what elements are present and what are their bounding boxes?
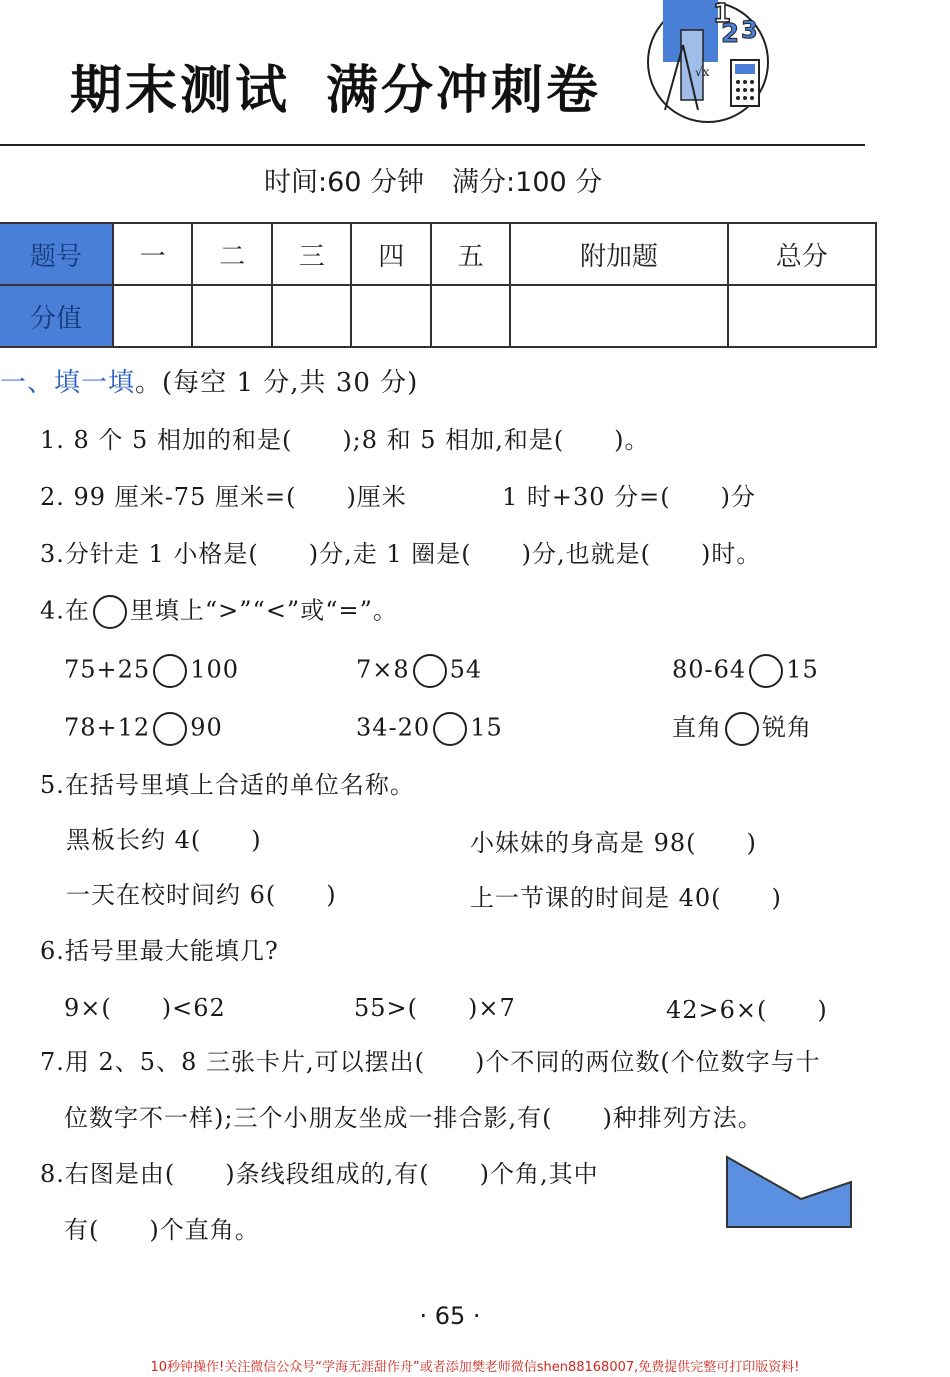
svg-text:1: 1 [713,0,732,29]
exam-time: 时间:60 分钟 [264,167,425,198]
question-6: 6.括号里最大能填几? [40,937,279,965]
compare-item [672,654,819,688]
compare-item [64,654,239,688]
compare-left: 80-64 [672,655,747,684]
question-1: 1. 8 个 5 相加的和是( );8 和 5 相加,和是( )。 [40,426,650,454]
question-4-suffix: 里填上“>”“<”或“=”。 [129,596,398,625]
score-cell [272,285,351,347]
unit-item: 一天在校时间约 6( ) [66,881,337,909]
unit-item: 小妹妹的身高是 98( ) [470,829,757,857]
question-7-line1: 7.用 2、5、8 三张卡片,可以摆出( )个不同的两位数(个位数字与十 [40,1048,821,1076]
row-label-score: 分值 [0,285,113,347]
question-2b: 1 时+30 分=( )分 [502,483,757,511]
compare-item [64,712,223,746]
score-table [0,222,877,348]
circle-blank-icon[interactable] [725,712,759,746]
col-1: 一 [113,223,192,285]
col-4: 四 [351,223,430,285]
question-7-line2: 位数字不一样);三个小朋友坐成一排合影,有( )种排列方法。 [64,1104,763,1132]
score-cell [510,285,727,347]
compare-item [356,712,503,746]
score-cell [431,285,510,347]
section-heading [0,368,418,399]
compare-right: 15 [470,713,503,742]
compare-left: 75+25 [64,655,151,684]
circle-blank-icon[interactable] [153,712,187,746]
col-3: 三 [272,223,351,285]
score-table-header-row [0,223,876,285]
compare-right: 15 [786,655,819,684]
question-8-line2: 有( )个直角。 [64,1216,260,1244]
question-2a: 2. 99 厘米-75 厘米=( )厘米 [40,483,407,511]
score-table-value-row [0,285,876,347]
score-cell [351,285,430,347]
row-label-question-number: 题号 [0,223,113,285]
max-fill-item: 9×( )<62 [64,994,226,1022]
compare-right: 90 [190,713,223,742]
unit-item: 黑板长约 4( ) [66,826,262,854]
footer-notice: 10秒钟操作!关注微信公众号“学海无涯甜作舟”或者添加樊老师微信shen88168007,免费提供完整可打印版资料! [150,1360,800,1375]
svg-text:3: 3 [741,16,758,44]
question-8-line1: 8.右图是由( )条线段组成的,有( )个角,其中 [40,1160,599,1188]
unit-item: 上一节课的时间是 40( ) [470,884,782,912]
circle-blank-icon[interactable] [413,654,447,688]
compare-left: 直角 [672,713,722,742]
question-4-prefix: 4.在 [40,596,90,625]
page-number: · 65 · [419,1302,481,1330]
math-logo-icon [643,0,773,134]
title-part2: 满分冲刺卷 [326,61,602,121]
col-2: 二 [192,223,271,285]
title-divider [0,144,865,146]
question-4 [40,595,398,629]
compare-right: 锐角 [762,713,812,742]
compare-left: 7×8 [356,655,410,684]
svg-text:√x: √x [695,65,710,79]
score-cell [728,285,876,347]
exam-info [264,160,602,199]
compare-left: 78+12 [64,713,151,742]
max-fill-item: 42>6×( ) [666,996,828,1024]
title-part1: 期末测试 [70,61,291,121]
compare-item [356,654,482,688]
svg-text:2: 2 [721,19,740,49]
score-cell [192,285,271,347]
compare-right: 100 [190,655,239,684]
compare-left: 34-20 [356,713,431,742]
section-name: 填一填 [54,368,136,398]
exam-full-score: 满分:100 分 [452,167,603,198]
polygon-figure [724,1154,854,1234]
compare-right: 54 [449,655,483,684]
circle-blank-icon[interactable] [749,654,783,688]
col-bonus: 附加题 [510,223,727,285]
compare-item [672,712,812,746]
section-note: 。(每空 1 分,共 30 分) [135,368,419,398]
circle-blank-icon [93,595,127,629]
score-cell [113,285,192,347]
max-fill-item: 55>( )×7 [354,994,516,1022]
question-5: 5.在括号里填上合适的单位名称。 [40,771,415,799]
col-5: 五 [431,223,510,285]
section-number: 一、 [0,368,55,398]
col-total: 总分 [728,223,876,285]
circle-blank-icon[interactable] [433,712,467,746]
question-3: 3.分针走 1 小格是( )分,走 1 圈是( )分,也就是( )时。 [40,540,762,568]
circle-blank-icon[interactable] [153,654,187,688]
page-title [70,48,601,123]
